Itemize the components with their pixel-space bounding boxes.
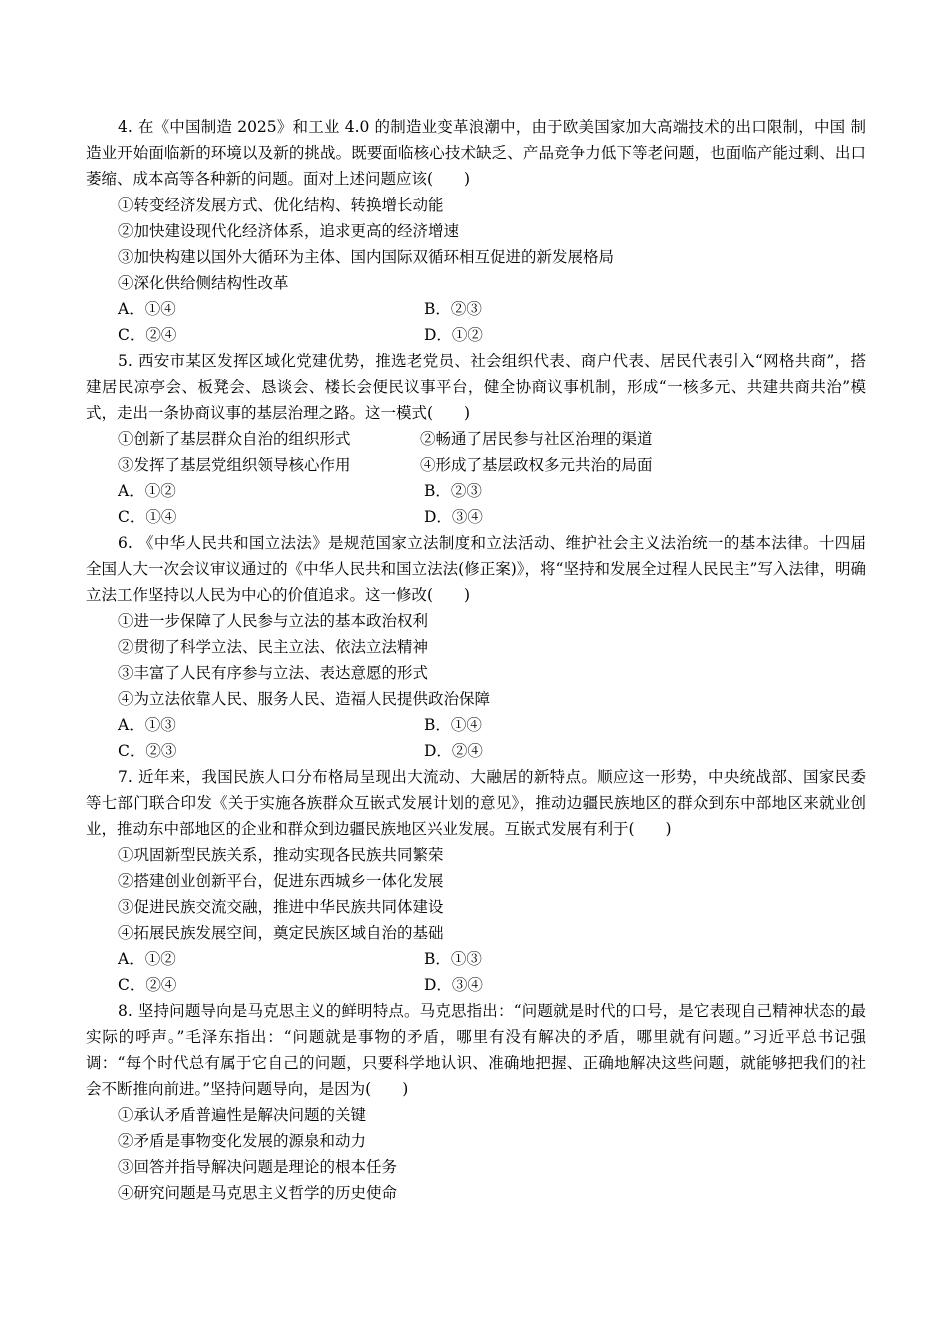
option-item: ②贯彻了科学立法、民主立法、依法立法精神 [118, 638, 429, 656]
option-item: ②加快建设现代化经济体系，追求更高的经济增速 [118, 222, 460, 240]
answer-choice: C．②③ [118, 742, 177, 760]
question-8 [86, 998, 866, 1206]
option-item: ①承认矛盾普遍性是解决问题的关键 [118, 1106, 367, 1124]
option-item: ④形成了基层政权多元共治的局面 [420, 456, 653, 474]
question-stem: 4. 在《中国制造 2025》和工业 4.0 的制造业变革浪潮中，由于欧美国家加大高端技术的出口限制，中国 制造业开始面临新的环境以及新的挑战。既要面临核心技术缺乏、产品竞争力低下等老问题，也面临产能过剩、出口萎缩、成本高等各种新的问题。面对上述问题应该( ) [86, 118, 866, 188]
question-stem: 6. 《中华人民共和国立法法》是规范国家立法制度和立法活动、维护社会主义法治统一的基本法律。十四届全国人大一次会议审议通过的《中华人民共和国立法法(修正案)》，将“坚持和发展全过程人民民主”写入法律，明确立法工作坚持以人民为中心的价值追求。这一修改( ) [86, 534, 866, 604]
answer-choice: B．②③ [424, 482, 482, 500]
answer-choice: A．①③ [118, 716, 176, 734]
option-row [86, 452, 866, 478]
option-item: ④拓展民族发展空间，奠定民族区域自治的基础 [118, 924, 444, 942]
answer-row [86, 504, 866, 530]
answer-row [86, 478, 866, 504]
option-item: ①进一步保障了人民参与立法的基本政治权利 [118, 612, 429, 630]
answer-row [86, 972, 866, 998]
option-row [86, 426, 866, 452]
option-item: ②搭建创业创新平台，促进东西城乡一体化发展 [118, 872, 444, 890]
answer-row [86, 712, 866, 738]
question-stem: 7. 近年来，我国民族人口分布格局呈现出大流动、大融居的新特点。顺应这一形势，中央统战部、国家民委等七部门联合印发《关于实施各族群众互嵌式发展计划的意见》，推动边疆民族地区的群众到东中部地区来就业创业，推动东中部地区的企业和群众到边疆民族地区兴业发展。互嵌式发展有利于( ) [86, 768, 866, 838]
answer-row [86, 296, 866, 322]
option-item: ①巩固新型民族关系，推动实现各民族共同繁荣 [118, 846, 444, 864]
option-item: ④为立法依靠人民、服务人民、造福人民提供政治保障 [118, 690, 491, 708]
answer-choice: B．①③ [424, 950, 482, 968]
answer-row [86, 322, 866, 348]
question-7 [86, 764, 866, 998]
option-item: ③加快构建以国外大循环为主体、国内国际双循环相互促进的新发展格局 [118, 248, 615, 266]
answer-choice: A．①② [118, 482, 176, 500]
answer-choice: A．①② [118, 950, 176, 968]
answer-choice: C．②④ [118, 976, 177, 994]
option-item: ①转变经济发展方式、优化结构、转换增长动能 [118, 196, 444, 214]
question-stem: 8. 坚持问题导向是马克思主义的鲜明特点。马克思指出：“问题就是时代的口号，是它表现自己精神状态的最实际的呼声。”毛泽东指出：“问题就是事物的矛盾，哪里有没有解决的矛盾，哪里就有问题。”习近平总书记强调：“每个时代总有属于它自己的问题，只要科学地认识、准确地把握、正确地解决这些问题，就能够把我们的社会不断推向前进。”坚持问题导向，是因为( ) [86, 1002, 866, 1098]
answer-choice: D．③④ [424, 508, 483, 526]
option-item: ③回答并指导解决问题是理论的根本任务 [118, 1158, 398, 1176]
answer-choice: C．②④ [118, 326, 177, 344]
question-stem: 5. 西安市某区发挥区域化党建优势，推选老党员、社会组织代表、商户代表、居民代表引入“网格共商”，搭建居民凉亭会、板凳会、恳谈会、楼长会便民议事平台，健全协商议事机制，形成“一核多元、共建共商共治”模式，走出一条协商议事的基层治理之路。这一模式( ) [86, 352, 866, 422]
option-item: ④研究问题是马克思主义哲学的历史使命 [118, 1184, 398, 1202]
option-item: ③发挥了基层党组织领导核心作用 [118, 456, 351, 474]
question-5 [86, 348, 866, 530]
question-6 [86, 530, 866, 764]
question-4 [86, 114, 866, 348]
answer-choice: D．③④ [424, 976, 483, 994]
answer-row [86, 946, 866, 972]
option-item: ③促进民族交流交融，推进中华民族共同体建设 [118, 898, 444, 916]
option-item: ②矛盾是事物变化发展的源泉和动力 [118, 1132, 367, 1150]
exam-page [86, 114, 866, 1206]
answer-row [86, 738, 866, 764]
answer-choice: A．①④ [118, 300, 176, 318]
answer-choice: C．①④ [118, 508, 177, 526]
option-item: ④深化供给侧结构性改革 [118, 274, 289, 292]
answer-choice: B．①④ [424, 716, 482, 734]
option-item: ①创新了基层群众自治的组织形式 [118, 430, 351, 448]
option-item: ②畅通了居民参与社区治理的渠道 [420, 430, 653, 448]
answer-choice: B．②③ [424, 300, 482, 318]
answer-choice: D．②④ [424, 742, 483, 760]
answer-choice: D．①② [424, 326, 483, 344]
option-item: ③丰富了人民有序参与立法、表达意愿的形式 [118, 664, 429, 682]
